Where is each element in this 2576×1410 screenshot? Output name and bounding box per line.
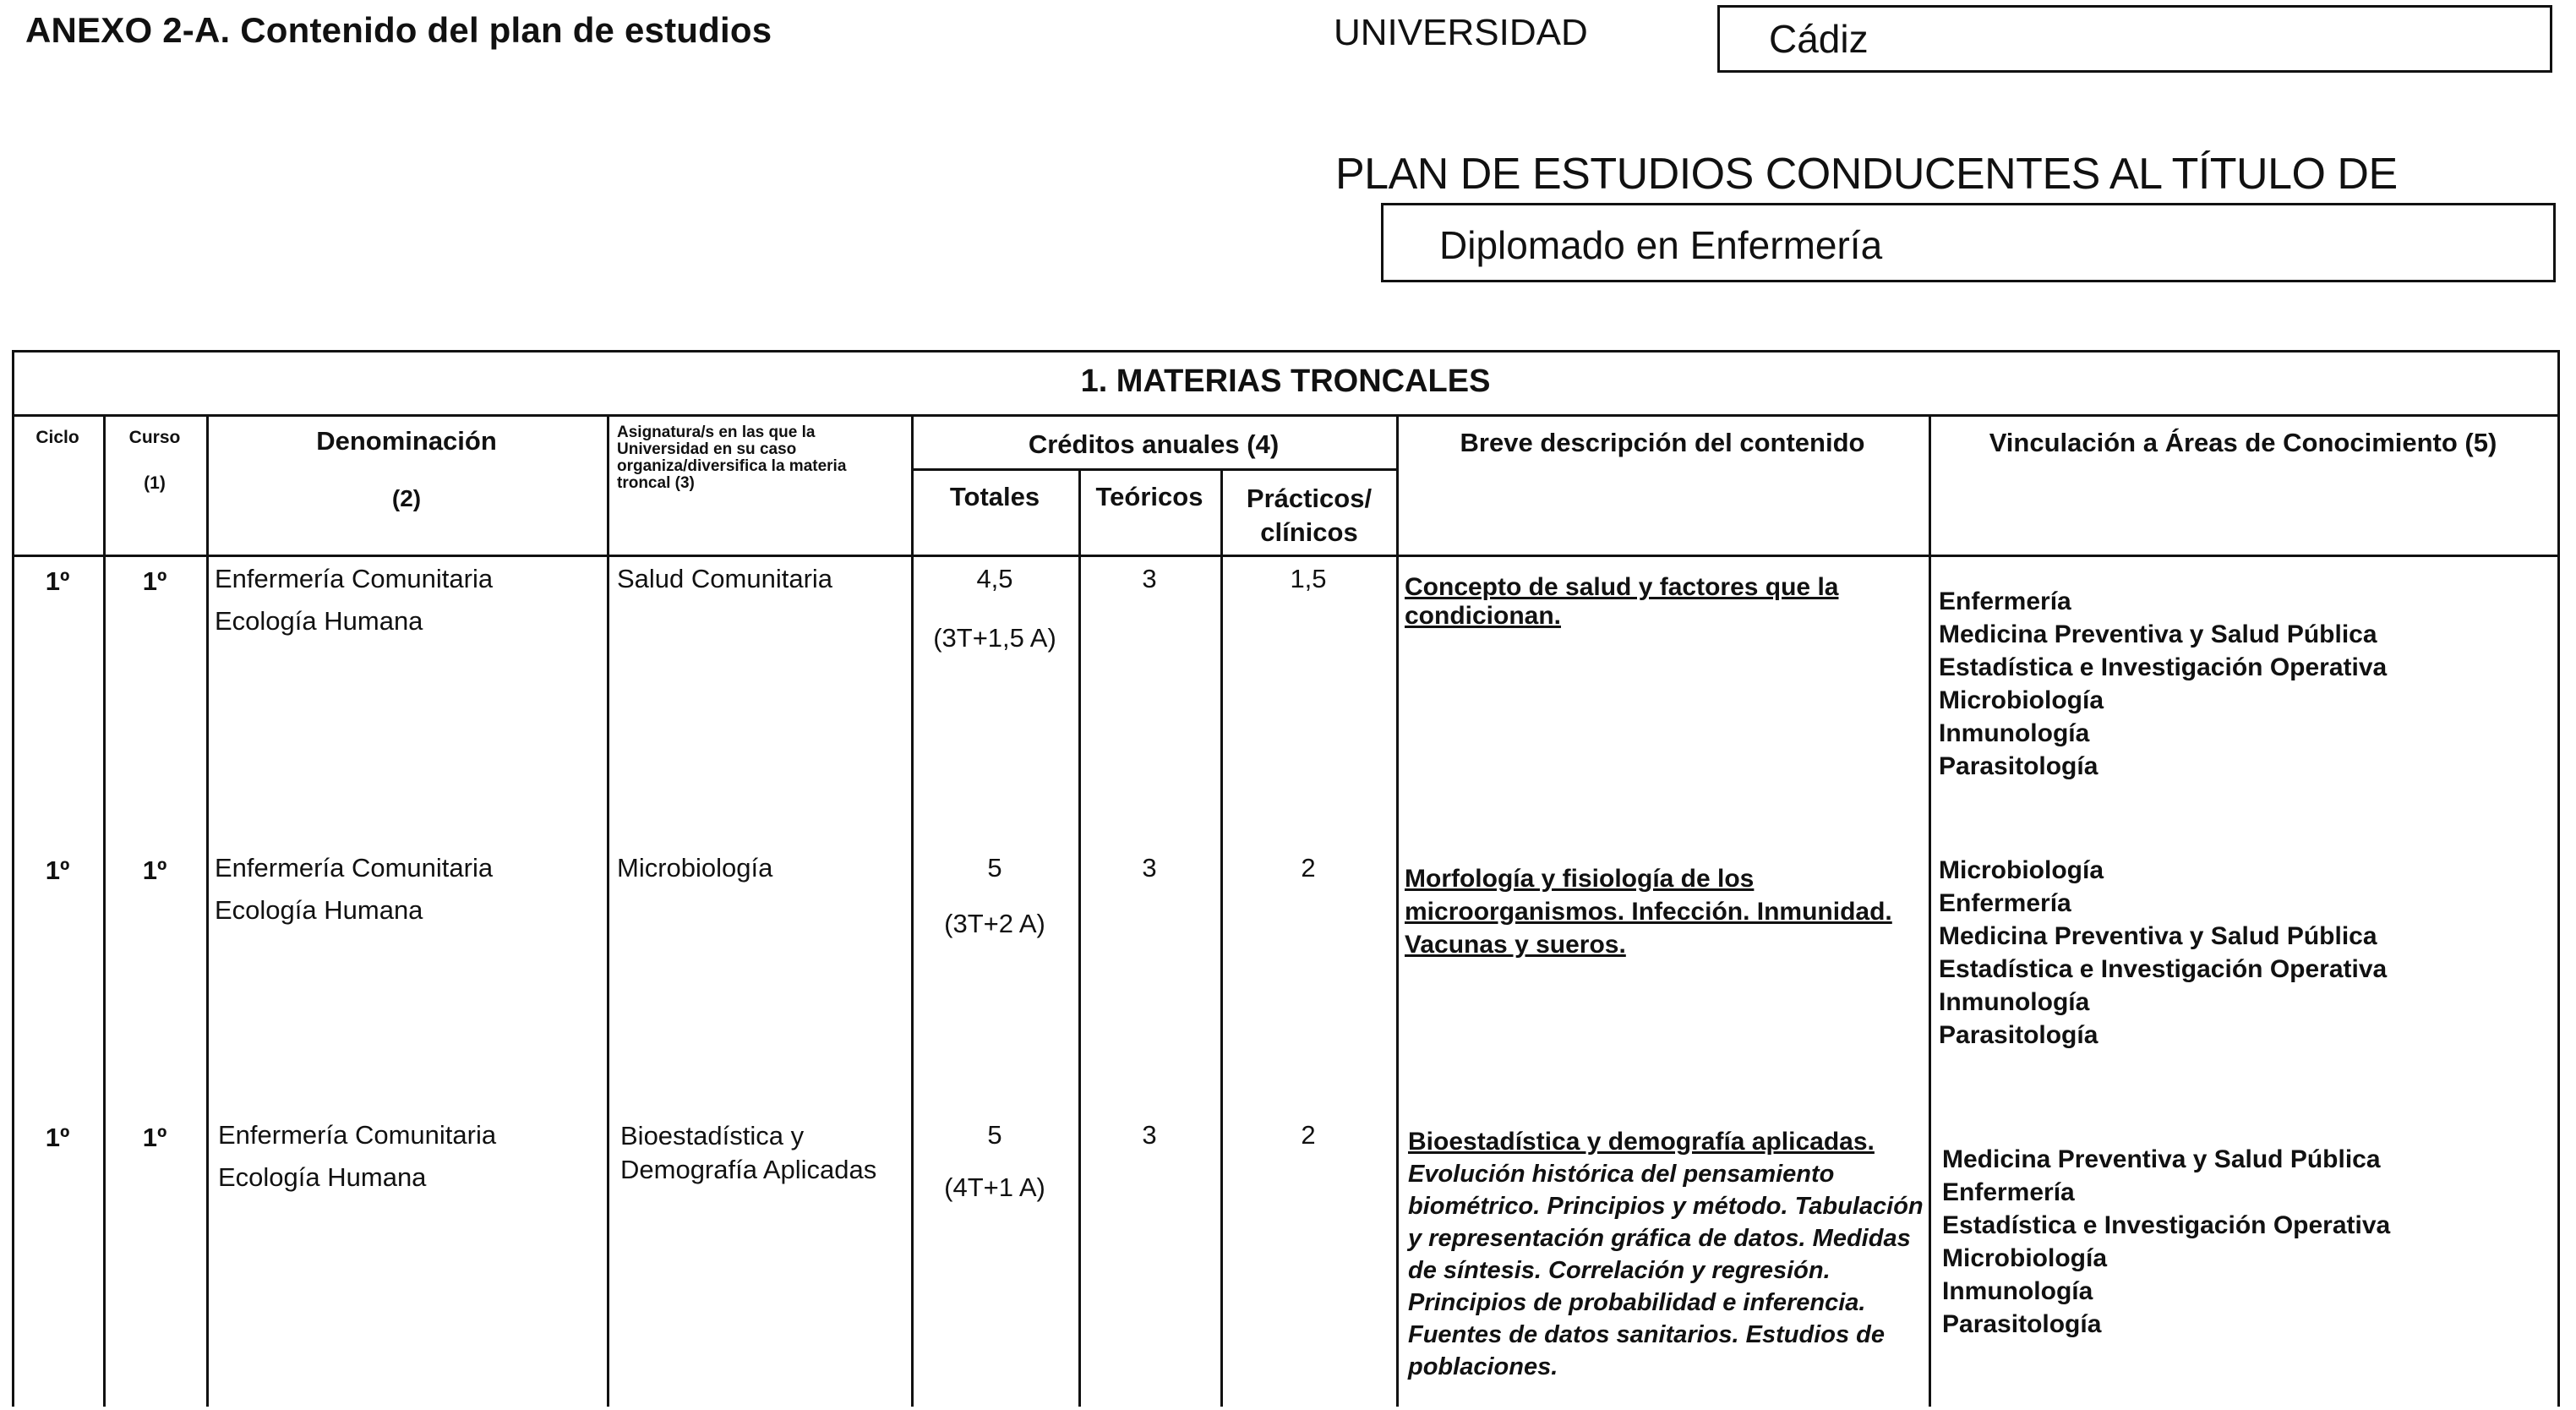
universidad-box: [1717, 5, 2552, 73]
col-divider-descripcion: [1929, 414, 1931, 1407]
row2-practicos: 2: [1301, 853, 1316, 883]
area-item: Estadística e Investigación Operativa: [1939, 653, 2388, 681]
creditos-separator: [911, 468, 1396, 471]
row2-totales-detail: (3T+2 A): [944, 909, 1045, 938]
col-divider-denominacion: [607, 414, 609, 1407]
header-descripcion: Breve descripción del contenido: [1460, 428, 1865, 457]
area-item: Microbiología: [1939, 686, 2104, 714]
row1-denominacion-1: Enfermería Comunitaria: [215, 564, 494, 593]
header-curso: Curso: [128, 428, 181, 447]
title-separator: [12, 414, 2559, 417]
row1-areas: [1939, 585, 2547, 783]
row2-asignatura: Microbiología: [617, 853, 773, 883]
row2-ciclo: 1º: [45, 855, 70, 885]
row2-denominacion-1: Enfermería Comunitaria: [215, 853, 494, 883]
row3-practicos: 2: [1301, 1120, 1316, 1150]
area-item: Medicina Preventiva y Salud Pública: [1942, 1145, 2381, 1173]
row1-denominacion-2: Ecología Humana: [215, 606, 423, 636]
header-ciclo: Ciclo: [35, 428, 79, 447]
degree-box: [1381, 203, 2556, 282]
row2-denominacion-2: Ecología Humana: [215, 895, 423, 925]
row3-ciclo: 1º: [45, 1123, 70, 1152]
row1-totales-detail: (3T+1,5 A): [933, 623, 1056, 653]
header-teoricos: Teóricos: [1095, 482, 1203, 511]
header-asignatura: Asignatura/s en las que la Universidad en su caso organiza/diversifica la materia troncal (3): [617, 424, 847, 492]
row1-ciclo: 1º: [45, 566, 70, 596]
row1-totales: 4,5: [976, 564, 1013, 593]
col-divider-ciclo: [103, 414, 106, 1407]
row2-areas: [1939, 854, 2547, 1052]
table-title: 1. MATERIAS TRONCALES: [1080, 363, 1491, 399]
degree-value: Diplomado en Enfermería: [1439, 223, 1883, 267]
area-item: Inmunología: [1939, 988, 2090, 1016]
row1-desc-title: Concepto de salud y factores que la condicionan.: [1405, 573, 1839, 630]
area-item: Inmunología: [1939, 719, 2090, 747]
row2-teoricos: 3: [1142, 853, 1157, 883]
header-creditos: Créditos anuales (4): [1028, 429, 1280, 459]
universidad-label: UNIVERSIDAD: [1334, 12, 1588, 53]
row2-totales: 5: [987, 853, 1002, 883]
materias-troncales-table: [12, 350, 2559, 1407]
header-vinculacion: Vinculación a Áreas de Conocimiento (5): [1989, 428, 2497, 457]
row3-curso: 1º: [142, 1123, 167, 1152]
area-item: Inmunología: [1942, 1277, 2093, 1305]
header-curso-note: (1): [144, 473, 166, 493]
area-item: Estadística e Investigación Operativa: [1939, 955, 2388, 983]
header-denominacion: Denominación: [316, 426, 497, 456]
table-top-border: [12, 350, 2559, 352]
row3-desc-title: Bioestadística y demografía aplicadas.: [1408, 1128, 1875, 1156]
plan-label: PLAN DE ESTUDIOS CONDUCENTES AL TÍTULO DE: [1335, 150, 2398, 199]
area-item: Medicina Preventiva y Salud Pública: [1939, 620, 2377, 648]
row2-curso: 1º: [142, 855, 167, 885]
area-item: Microbiología: [1942, 1244, 2107, 1272]
area-item: Enfermería: [1939, 588, 2071, 615]
row1-teoricos: 3: [1142, 564, 1157, 593]
area-item: Enfermería: [1942, 1178, 2075, 1206]
col-divider-curso: [206, 414, 209, 1407]
row3-denominacion-2: Ecología Humana: [218, 1162, 427, 1192]
header-denominacion-note: (2): [391, 485, 422, 511]
row2-desc-title: Morfología y fisiología de los microorganismos. Infección. Inmunidad. Vacunas y sueros.: [1405, 865, 1892, 959]
header-bottom-border: [12, 555, 2559, 557]
row3-asignatura: Bioestadística y Demografía Aplicadas: [620, 1121, 877, 1184]
row1-practicos: 1,5: [1290, 564, 1327, 593]
row3-totales: 5: [987, 1120, 1002, 1150]
row3-areas: [1942, 1143, 2551, 1341]
col-divider-teoricos: [1220, 468, 1223, 1407]
row3-totales-detail: (4T+1 A): [944, 1172, 1045, 1202]
universidad-value: Cádiz: [1769, 17, 1869, 61]
col-divider-totales: [1078, 468, 1081, 1407]
document-title: ANEXO 2-A. Contenido del plan de estudios: [25, 10, 772, 50]
row3-teoricos: 3: [1142, 1120, 1157, 1150]
col-divider-creditos: [1396, 414, 1399, 1407]
header-totales: Totales: [949, 482, 1040, 511]
row1-curso: 1º: [142, 566, 167, 596]
area-item: Estadística e Investigación Operativa: [1942, 1211, 2391, 1239]
header-practicos: Prácticos/ clínicos: [1246, 484, 1373, 547]
area-item: Parasitología: [1939, 752, 2098, 780]
area-item: Parasitología: [1942, 1310, 2102, 1338]
row1-asignatura: Salud Comunitaria: [617, 564, 833, 593]
area-item: Microbiología: [1939, 856, 2104, 884]
row3-denominacion-1: Enfermería Comunitaria: [218, 1120, 497, 1150]
area-item: Medicina Preventiva y Salud Pública: [1939, 922, 2377, 950]
area-item: Parasitología: [1939, 1021, 2098, 1049]
row3-desc-body: Evolución histórica del pensamiento biométrico. Principios y método. Tabulación y representación gráfica de datos. Medidas de síntesis. Correlación y regresión. Principios de probabilidad e inferencia. Fuentes de datos sanitarios. Estudios de poblaciones.: [1408, 1161, 1924, 1380]
area-item: Enfermería: [1939, 889, 2071, 917]
table-right-border: [2557, 350, 2560, 1407]
